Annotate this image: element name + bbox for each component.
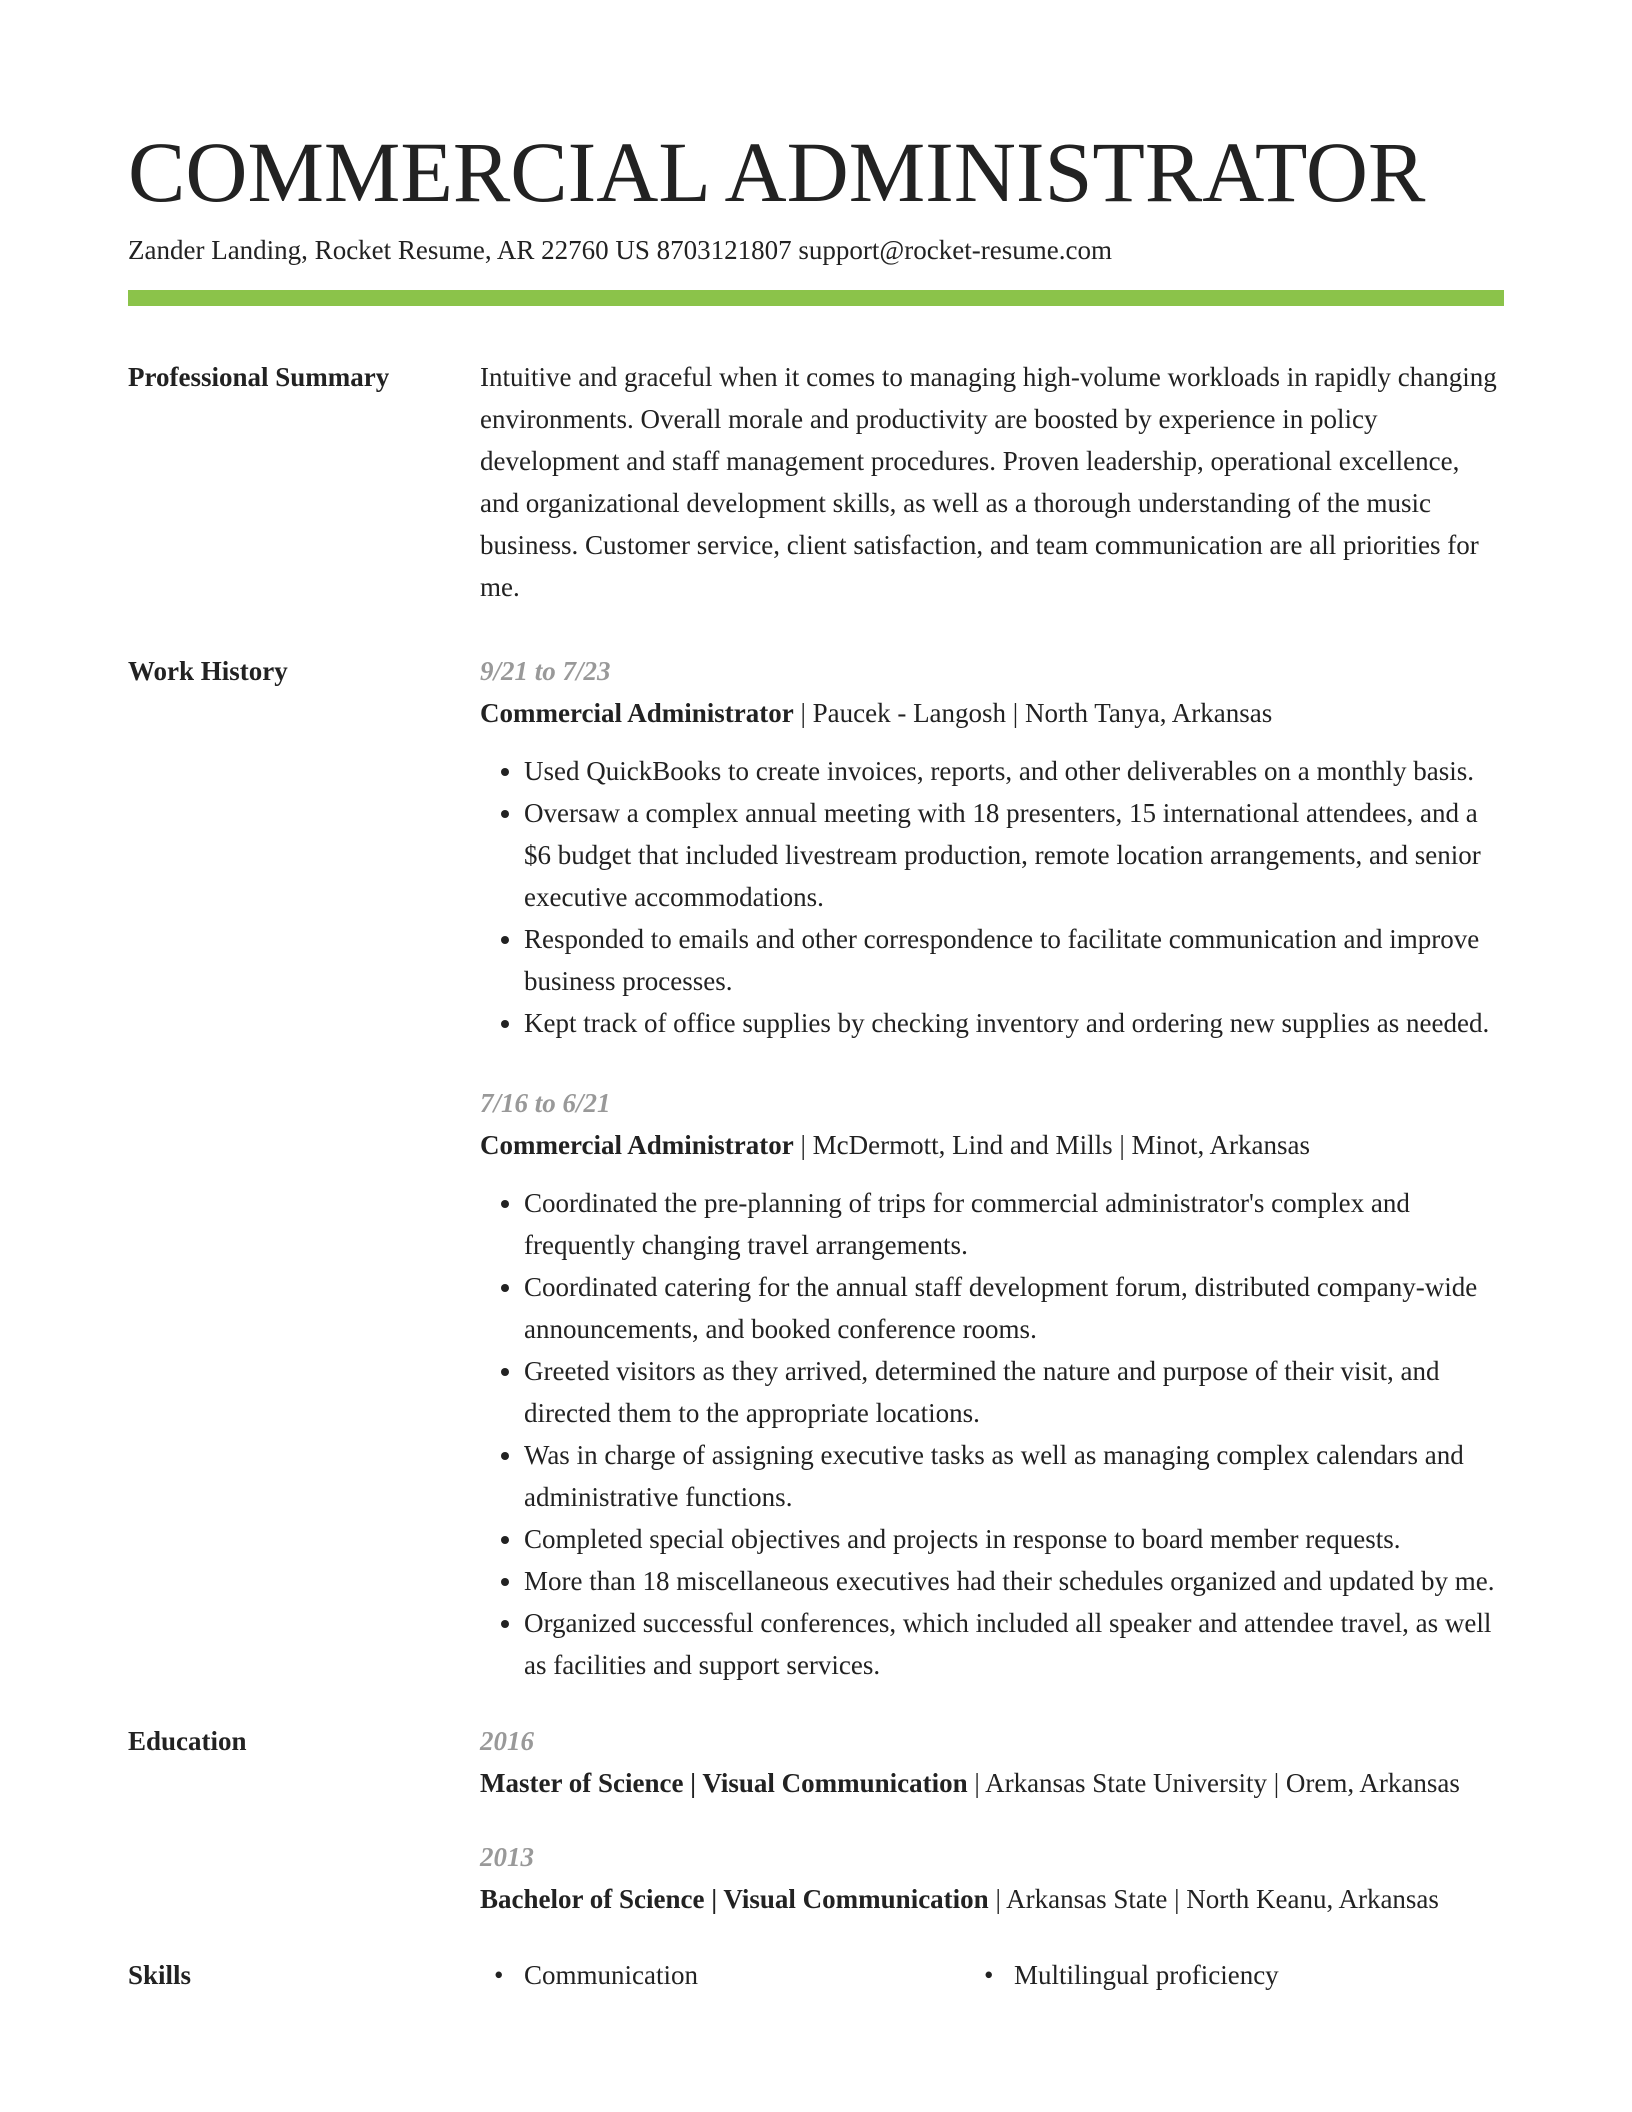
work-history-section	[128, 650, 1504, 1686]
list-item: • Organized successful conferences, which included all speaker and attendee travel, as well as facilities and support services.	[524, 1602, 1504, 1686]
section-label-summary: Professional Summary	[128, 362, 390, 392]
education-heading	[480, 1878, 1504, 1920]
list-item: • Oversaw a complex annual meeting with 18 presenters, 15 international attendees, and a $6 budget that included livestream production, remote location arrangements, and senior executive accommodations.	[524, 792, 1504, 918]
skill-item: • Communication	[524, 1954, 1014, 1996]
summary-text: Intuitive and graceful when it comes to managing high-volume workloads in rapidly changing environments. Overall morale and productivity are boosted by experience in policy development and staff management procedures. Proven leadership, operational excellence, and organizational development skills, as well as a thorough understanding of the music business. Customer service, client satisfaction, and team communication are all priorities for me.	[480, 362, 1497, 602]
job-heading	[480, 1124, 1504, 1166]
section-label-education: Education	[128, 1726, 247, 1756]
skills-section	[128, 1954, 1504, 1996]
job-dates: 7/16 to 6/21	[480, 1088, 611, 1118]
education-entry	[480, 1720, 1504, 1804]
list-item: • Kept track of office supplies by checking inventory and ordering new supplies as needed.	[524, 1002, 1504, 1044]
job-details: | McDermott, Lind and Mills | Minot, Arkansas	[793, 1130, 1310, 1160]
job-title: Commercial Administrator	[480, 1130, 794, 1160]
skills-list	[480, 1954, 1504, 1996]
education-heading	[480, 1762, 1504, 1804]
degree-title: Master of Science | Visual Communication	[480, 1768, 968, 1798]
section-label-work: Work History	[128, 656, 288, 686]
section-label-skills: Skills	[128, 1960, 192, 1990]
list-item: • Was in charge of assigning executive tasks as well as managing complex calendars and administrative functions.	[524, 1434, 1504, 1518]
job-bullets	[480, 1182, 1504, 1686]
list-item: • Completed special objectives and projects in response to board member requests.	[524, 1518, 1504, 1560]
list-item: • Coordinated catering for the annual staff development forum, distributed company-wide announcements, and booked conference rooms.	[524, 1266, 1504, 1350]
education-details: | Arkansas State University | Orem, Arkansas	[967, 1768, 1460, 1798]
education-year: 2013	[480, 1842, 534, 1872]
education-section	[128, 1720, 1504, 1920]
work-history-content	[480, 650, 1504, 1686]
candidate-name: COMMERCIAL ADMINISTRATOR	[128, 124, 1426, 220]
accent-divider	[128, 290, 1504, 306]
summary-section	[128, 356, 1504, 608]
resume-page	[128, 0, 1504, 1996]
job-entry	[480, 1082, 1504, 1686]
list-item: • Coordinated the pre-planning of trips for commercial administrator's complex and frequently changing travel arrangements.	[524, 1182, 1504, 1266]
education-entry	[480, 1836, 1504, 1920]
list-item: • Responded to emails and other correspondence to facilitate communication and improve business processes.	[524, 918, 1504, 1002]
list-item: • Greeted visitors as they arrived, determined the nature and purpose of their visit, and directed them to the appropriate locations.	[524, 1350, 1504, 1434]
list-item: • More than 18 miscellaneous executives had their schedules organized and updated by me.	[524, 1560, 1504, 1602]
job-details: | Paucek - Langosh | North Tanya, Arkansas	[793, 698, 1273, 728]
job-title: Commercial Administrator	[480, 698, 794, 728]
job-bullets	[480, 750, 1504, 1044]
education-content	[480, 1720, 1504, 1920]
list-item: • Used QuickBooks to create invoices, reports, and other deliverables on a monthly basis.	[524, 750, 1504, 792]
contact-info: Zander Landing, Rocket Resume, AR 22760 US 8703121807 support@rocket-resume.com	[128, 235, 1112, 265]
skill-item: • Multilingual proficiency	[1014, 1954, 1504, 1996]
education-details: | Arkansas State | North Keanu, Arkansas	[988, 1884, 1439, 1914]
degree-title: Bachelor of Science | Visual Communication	[480, 1884, 989, 1914]
education-year: 2016	[480, 1726, 534, 1756]
job-dates: 9/21 to 7/23	[480, 656, 611, 686]
job-heading	[480, 692, 1504, 734]
job-entry	[480, 650, 1504, 1044]
